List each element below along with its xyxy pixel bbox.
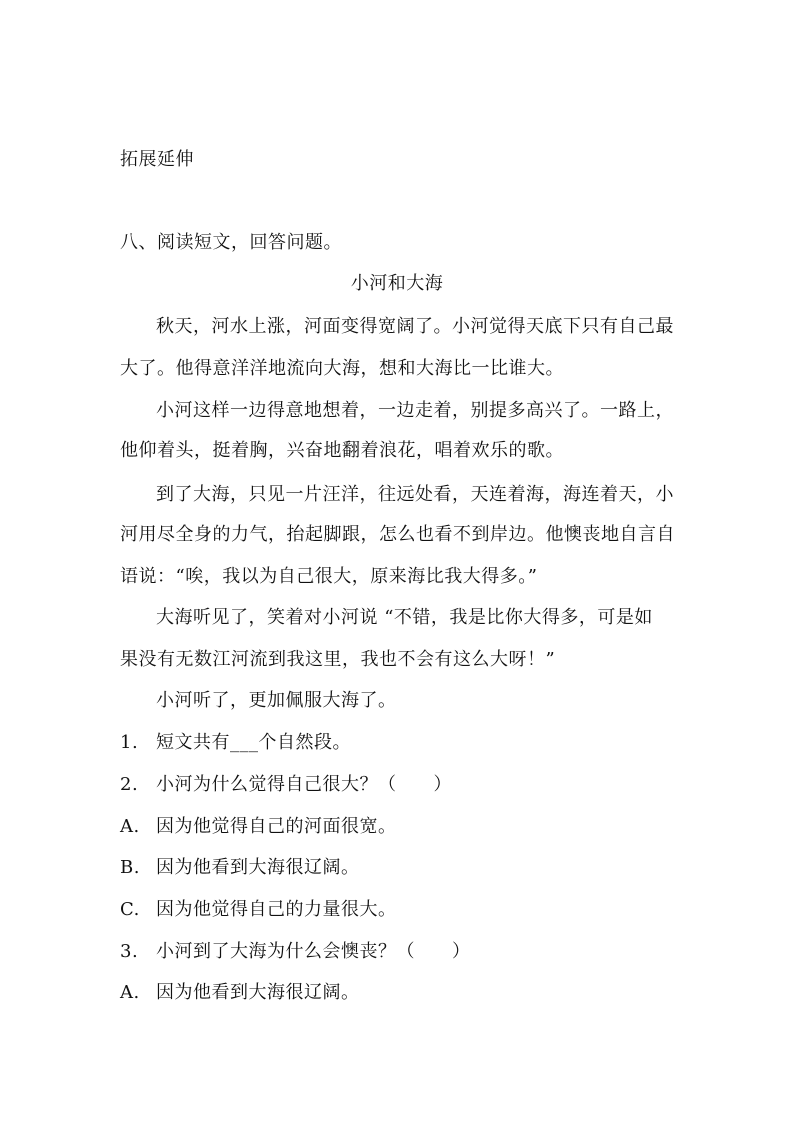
question-item: [120, 773, 680, 797]
passage-line: 小河这样一边得意地想着，一边走着，别提多高兴了。一路上，: [156, 400, 674, 421]
question-number: 2.: [120, 774, 139, 795]
question-item: [120, 731, 680, 755]
option-letter: C.: [120, 899, 140, 920]
question-heading: 八、阅读短文，回答问题。: [120, 232, 342, 253]
question-item: [120, 940, 680, 964]
question-number: 3.: [120, 941, 139, 962]
option-text: 因为他看到大海很辽阔。: [156, 982, 360, 1003]
option-item: [120, 856, 680, 880]
option-item: [120, 815, 680, 839]
passage-title: 小河和大海: [350, 273, 444, 294]
option-letter: B.: [120, 857, 140, 878]
passage-line: 语说：“唉，我以为自己很大，原来海比我大得多。”: [120, 566, 538, 587]
question-text: 小河到了大海为什么会懊丧？（ ）: [156, 941, 471, 962]
option-letter: A.: [120, 816, 140, 837]
passage-line: 他仰着头，挺着胸，兴奋地翻着浪花，唱着欢乐的歌。: [120, 440, 564, 461]
passage-line: 秋天，河水上涨，河面变得宽阔了。小河觉得天底下只有自己最: [156, 316, 674, 337]
question-number: 1.: [120, 732, 139, 753]
passage-line: 小河听了，更加佩服大海了。: [156, 690, 397, 711]
option-item: [120, 898, 680, 922]
option-letter: A.: [120, 982, 140, 1003]
option-text: 因为他觉得自己的河面很宽。: [156, 816, 397, 837]
option-text: 因为他看到大海很辽阔。: [156, 857, 360, 878]
section-title: 拓展延伸: [120, 149, 194, 170]
passage-line: 大海听见了，笑着对小河说 “不错，我是比你大得多，可是如: [156, 607, 653, 628]
passage-line: 果没有无数江河流到我这里，我也不会有这么大呀！”: [120, 649, 556, 670]
passage-line: 大了。他得意洋洋地流向大海，想和大海比一比谁大。: [120, 358, 564, 379]
option-item: [120, 981, 680, 1005]
option-text: 因为他觉得自己的力量很大。: [156, 899, 397, 920]
passage-line: 到了大海，只见一片汪洋，往远处看，天连着海，海连着天，小: [156, 484, 674, 505]
question-text: 小河为什么觉得自己很大？（ ）: [156, 774, 452, 795]
passage-line: 河用尽全身的力气，抬起脚跟，怎么也看不到岸边。他懊丧地自言自: [120, 524, 675, 545]
question-text: 短文共有___个自然段。: [156, 732, 351, 753]
